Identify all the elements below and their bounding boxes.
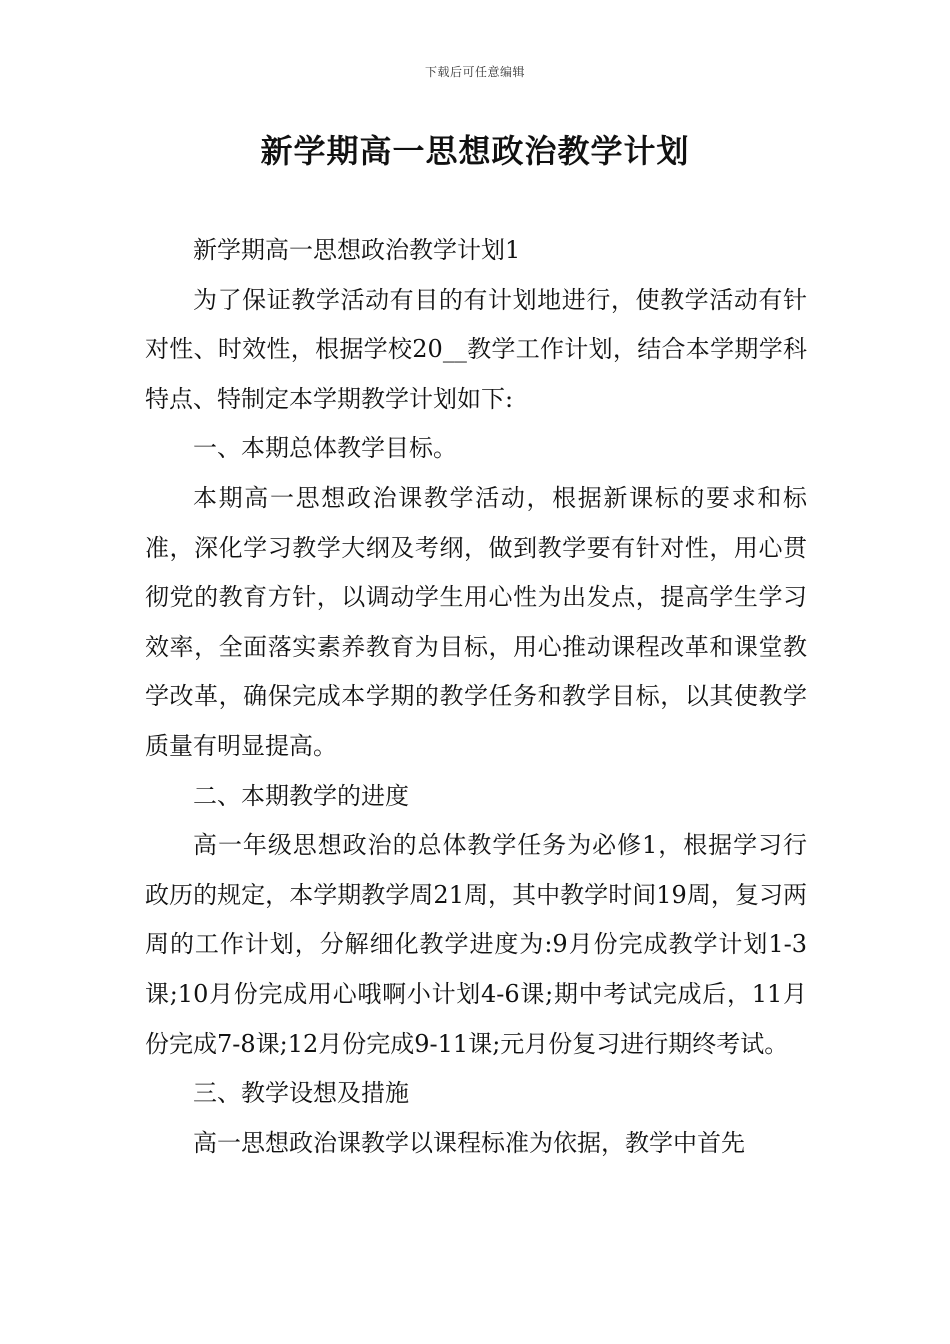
paragraph-progress: 高一年级思想政治的总体教学任务为必修1，根据学习行政历的规定，本学期教学周21周，其中教学时间19周，复习两周的工作计划，分解细化教学进度为:9月份完成教学计划1-3课;10月份完成用心哦啊小计划4-6课;期中考试完成后，11月份完成7-8课;12月份完成9-11课;元月份复习进行期终考试。 [145, 831, 807, 1058]
paragraph-intro: 为了保证教学活动有目的有计划地进行，使教学活动有针对性、时效性，根据学校20__教学工作计划，结合本学期学科特点、特制定本学期教学计划如下: [145, 285, 807, 413]
paragraph-subtitle: 新学期高一思想政治教学计划1 [193, 236, 521, 264]
paragraph-goals: 本期高一思想政治课教学活动，根据新课标的要求和标准，深化学习教学大纲及考纲，做到教学要有针对性，用心贯彻党的教育方针，以调动学生用心性为出发点，提高学生学习效率，全面落实素养教育为目标，用心推动课程改革和课堂教学改革，确保完成本学期的教学任务和教学目标，以其使教学质量有明显提高。 [145, 483, 807, 760]
document-title: 新学期高一思想政治教学计划 [260, 132, 690, 170]
paragraph-measures: 高一思想政治课教学以课程标准为依据，教学中首先 [193, 1128, 745, 1157]
header-note: 下载后可任意编辑 [424, 65, 525, 79]
document-body [145, 226, 807, 1168]
section-heading-progress: 二、本期教学的进度 [193, 781, 409, 810]
section-heading-measures: 三、教学设想及措施 [193, 1079, 409, 1108]
section-heading-goals: 一、本期总体教学目标。 [193, 434, 457, 463]
